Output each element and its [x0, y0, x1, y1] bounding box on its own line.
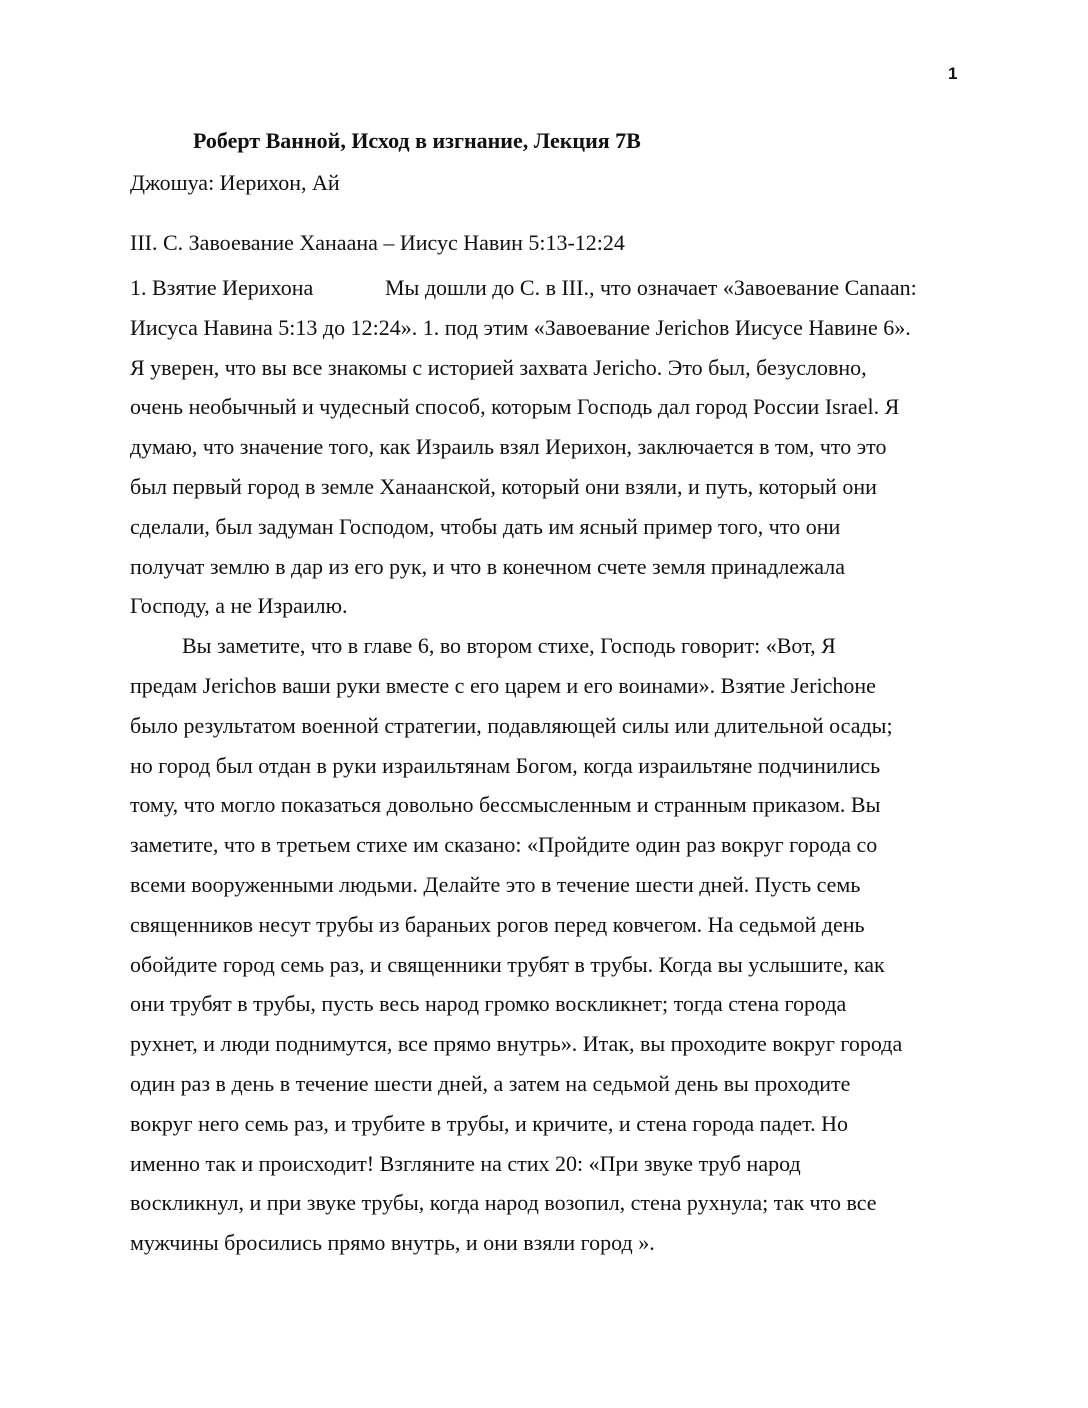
paragraph-line: думаю, что значение того, как Израиль взял Иерихон, заключается в том, что это — [130, 434, 887, 460]
paragraph-line: Я уверен, что вы все знакомы с историей захвата Jericho. Это был, безусловно, — [130, 354, 867, 380]
body-text — [130, 268, 960, 1263]
paragraph-line: но город был отдан в руки израильтянам Богом, когда израильтяне подчинились — [130, 752, 881, 778]
section-heading: III. C. Завоевание Ханаана – Иисус Навин 5:13-12:24 — [130, 230, 625, 255]
lecture-title: Роберт Ванной, Исход в изгнание, Лекция 7B — [193, 128, 641, 153]
paragraph-line: очень необычный и чудесный способ, которым Господь дал город России Israel. Я — [130, 394, 900, 420]
page-number: 1 — [948, 64, 958, 83]
paragraph-line: заметите, что в третьем стихе им сказано: «Пройдите один раз вокруг города со — [130, 832, 878, 858]
paragraph-line — [130, 268, 960, 308]
paragraph-line: получат землю в дар из его рук, и что в конечном счете земля принадлежала — [130, 553, 845, 579]
paragraph-line: мужчины бросились прямо внутрь, и они взяли город ». — [130, 1230, 655, 1256]
paragraph-line: именно так и происходит! Взгляните на стих 20: «При звуке труб народ — [130, 1150, 801, 1176]
paragraph-line: тому, что могло показаться довольно бессмысленным и странным приказом. Вы — [130, 792, 881, 818]
paragraph-line: был первый город в земле Ханаанской, который они взяли, и путь, который они — [130, 473, 877, 499]
paragraph-line: вокруг него семь раз, и трубите в трубы, и кричите, и стена города падет. Но — [130, 1110, 849, 1136]
paragraph-line: всеми вооруженными людьми. Делайте это в течение шести дней. Пусть семь — [130, 871, 861, 897]
point-label: 1. Взятие Иерихона — [130, 275, 314, 300]
paragraph-line: они трубят в трубы, пусть весь народ громко воскликнет; тогда стена города — [130, 991, 847, 1017]
paragraph-line: сделали, был задуман Господом, чтобы дать им ясный пример того, что они — [130, 513, 841, 539]
paragraph-line: предам Jerichoв ваши руки вместе с его царем и его воинами». Взятие Jerichoне — [130, 672, 876, 698]
paragraph-line: Вы заметите, что в главе 6, во втором стихе, Господь говорит: «Вот, Я — [182, 633, 836, 659]
paragraph-line: было результатом военной стратегии, подавляющей силы или длительной осады; — [130, 712, 893, 738]
lecture-subtitle: Джошуа: Иерихон, Ай — [130, 170, 340, 195]
paragraph-line: обойдите город семь раз, и священники трубят в трубы. Когда вы услышите, как — [130, 951, 885, 977]
paragraph-line: священников несут трубы из бараньих рогов перед ковчегом. На седьмой день — [130, 911, 865, 937]
paragraph-line: один раз в день в течение шести дней, а затем на седьмой день вы проходите — [130, 1070, 851, 1096]
paragraph-line: Иисуса Навина 5:13 до 12:24». 1. под этим «Завоевание Jerichoв Иисусе Навине 6». — [130, 314, 911, 340]
paragraph-line: рухнет, и люди поднимутся, все прямо внутрь». Итак, вы проходите вокруг города — [130, 1031, 903, 1057]
paragraph-line-text: Мы дошли до C. в III., что означает «Завоевание Canaan: — [385, 275, 917, 300]
paragraph-line: воскликнул, и при звуке трубы, когда народ возопил, стена рухнула; так что все — [130, 1190, 877, 1216]
paragraph-line: Господу, а не Израилю. — [130, 593, 348, 619]
